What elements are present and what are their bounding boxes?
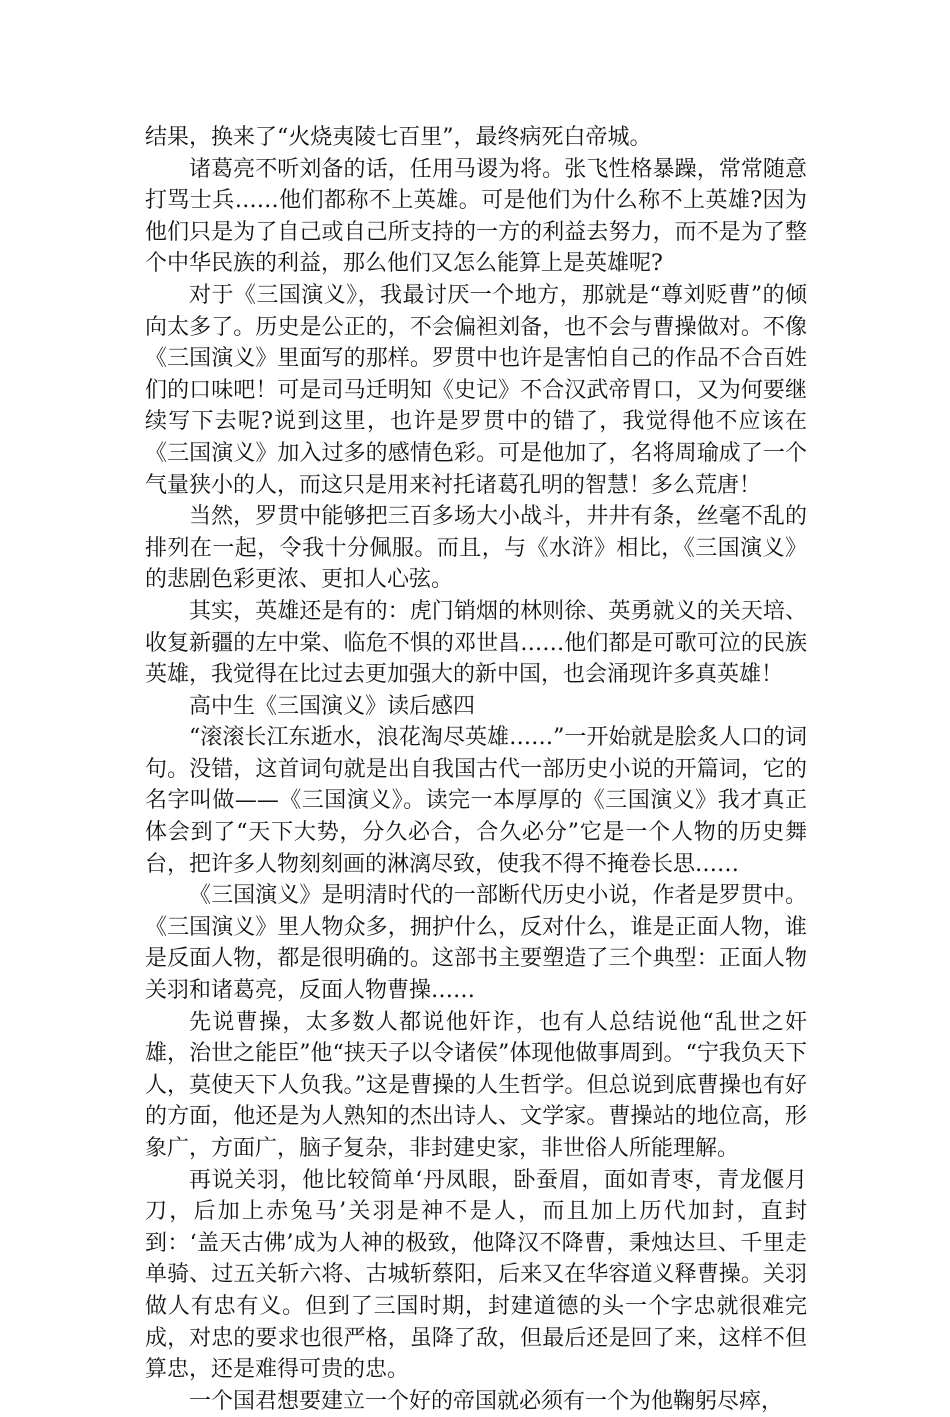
paragraph-9: 先说曹操，太多数人都说他奸诈，也有人总结说他“乱世之奸雄，治世之能臣”他“挟天子以令诸侯”体现他做事周到。“宁我负天下人，莫使天下人负我。”这是曹操的人生哲学。但总说到底曹操也有好的方面，他还是为人熟知的杰出诗人、文学家。曹操站的地位高，形象广，方面广，脑子复杂，非封建史家，非世俗人所能理解。: [145, 1009, 807, 1161]
section-heading: 高中生《三国演义》读后感四: [189, 693, 476, 719]
paragraph-10: 再说关羽，他比较简单‘丹凤眼，卧蚕眉，面如青枣，青龙偃月刀，后加上赤兔马’关羽是神不是人，而且加上历代加封，直封到：‘盖天古佛’成为人神的极致，他降汉不降曹，秉烛达旦、千里走单骑、过五关斩六将、古城斩蔡阳，后来又在华容道义释曹操。关羽做人有忠有义。但到了三国时期，封建道德的头一个字忠就很难完成，对忠的要求也很严格，虽降了敌，但最后还是回了来，这样不但算忠，还是难得可贵的忠。: [145, 1167, 807, 1383]
paragraph-5: 其实，英雄还是有的：虎门销烟的林则徐、英勇就义的关天培、收复新疆的左中棠、临危不惧的邓世昌……他们都是可歌可泣的民族英雄，我觉得在比过去更加强大的新中国，也会涌现许多真英雄！: [145, 598, 807, 688]
paragraph-8: 《三国演义》是明清时代的一部断代历史小说，作者是罗贯中。《三国演义》里人物众多，拥护什么，反对什么，谁是正面人物，谁是反面人物，都是很明确的。这部书主要塑造了三个典型：正面人物关羽和诸葛亮，反面人物曹操……: [145, 883, 807, 1004]
paragraph-4: 当然，罗贯中能够把三百多场大小战斗，井井有条，丝毫不乱的排列在一起，令我十分佩服。而且，与《水浒》相比，《三国演义》的悲剧色彩更浓、更扣人心弦。: [145, 504, 807, 593]
paragraph-2: 诸葛亮不听刘备的话，任用马谡为将。张飞性格暴躁，常常随意打骂士兵……他们都称不上英雄。可是他们为什么称不上英雄?因为他们只是为了自己或自己所支持的一方的利益去努力，而不是为了整个中华民族的利益，那么他们又怎么能算上是英雄呢?: [145, 156, 807, 277]
paragraph-1: 结果，换来了“火烧夷陵七百里”，最终病死白帝城。: [145, 125, 652, 150]
paragraph-3: 对于《三国演义》，我最讨厌一个地方，那就是“尊刘贬曹”的倾向太多了。历史是公正的，不会偏袒刘备，也不会与曹操做对。不像《三国演义》里面写的那样。罗贯中也许是害怕自己的作品不合百姓们的口味吧！可是司马迁明知《史记》不合汉武帝胃口，又为何要继续写下去呢?说到这里，也许是罗贯中的错了，我觉得他不应该在《三国演义》加入过多的感情色彩。可是他加了，名将周瑜成了一个气量狭小的人，而这只是用来衬托诸葛孔明的智慧！多么荒唐！: [145, 282, 807, 498]
paragraph-11: 一个国君想要建立一个好的帝国就必须有一个为他鞠躬尽瘁，: [189, 1388, 784, 1414]
document-page: [145, 122, 807, 1417]
paragraph-7: “滚滚长江东逝水，浪花淘尽英雄……”一开始就是脍炙人口的词句。没错，这首词句就是出自我国古代一部历史小说的开篇词，它的名字叫做——《三国演义》。读完一本厚厚的《三国演义》我才真正体会到了“天下大势，分久必合，合久必分”它是一个人物的历史舞台，把许多人物刻刻画的淋漓尽致，使我不得不掩卷长思……: [145, 725, 807, 877]
